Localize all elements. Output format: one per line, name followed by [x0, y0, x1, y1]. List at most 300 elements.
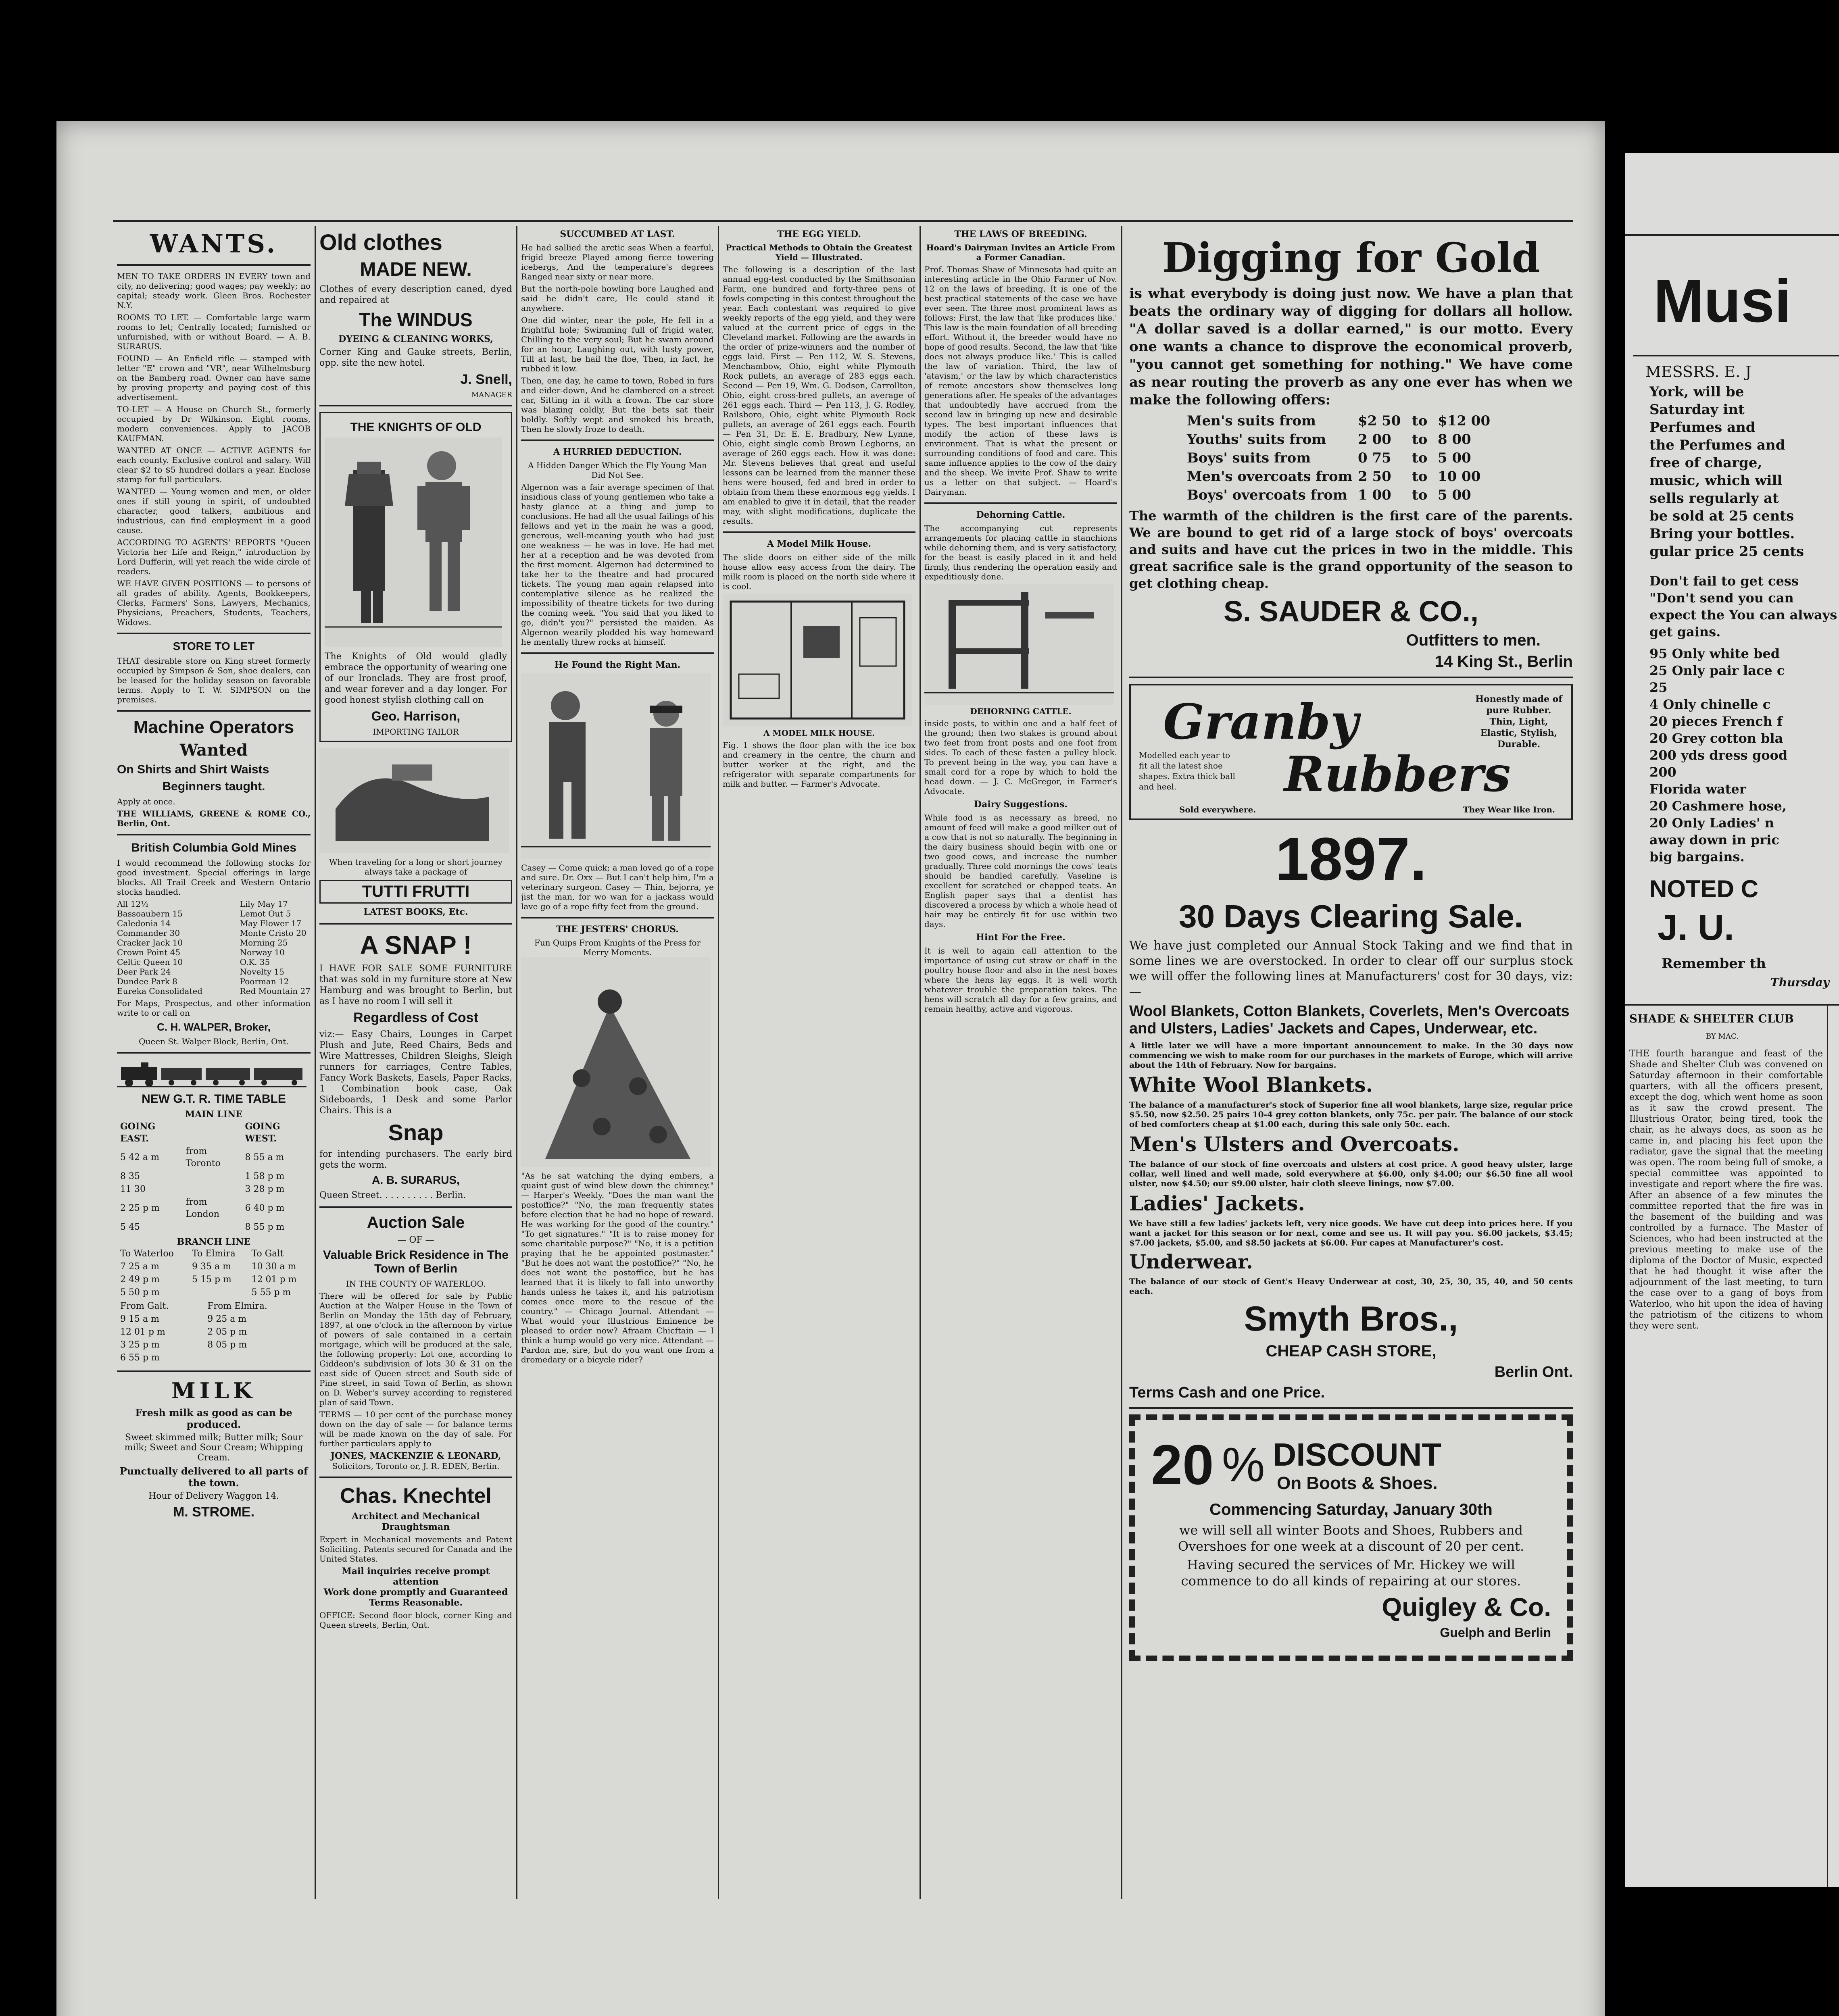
stock-item: Caledonia 14 — [117, 918, 171, 928]
tutti-sub: LATEST BOOKS, Etc. — [363, 907, 468, 917]
smyth-city: Berlin Ont. — [1494, 1364, 1573, 1381]
column-5 — [924, 226, 1117, 1899]
hurried-text: Algernon was a fair average specimen of that insidious class of young gentlemen who take a hasty glance at a thing and jump to conclusions. He had all the usual failings of his fellows and yet in the main he was a good, generous, well-meaning youth who had just one weakness — he was in love. He had met her at a reception and he was devoted from the first moment. Algernon had determined to take her to the theatre and had procured tickets. The young man again relapsed into contemplative silence as he realized the impossibility of theatre tickets for two during the coming week. "You said that you liked to go, didn't you?" persisted the maiden. As Algernon wearily plodded his way homeward he mentally threw rocks at himself. — [521, 482, 714, 647]
messrs-line: gular price 25 cents — [1649, 544, 1804, 560]
table-cell: $12 00 — [1438, 413, 1491, 429]
milk-line: Fresh milk as good as can be produced. — [135, 1407, 292, 1430]
table-cell — [190, 1287, 248, 1299]
column-rule — [315, 226, 316, 1899]
table-row — [118, 1170, 310, 1183]
table-cell: 6 40 p m — [245, 1203, 285, 1213]
table-cell: Boys' suits from — [1187, 450, 1311, 466]
machine-line: Beginners taught. — [162, 780, 265, 793]
auction-solicitors: JONES, MACKENZIE & LEONARD, — [330, 1451, 501, 1461]
knechtel-text: Expert in Mechanical movements and Patent Soliciting. Patents secured for Canada and the United States. — [319, 1535, 512, 1564]
ulsters-text: The balance of our stock of fine overcoats and ulsters at cost price. A good heavy ulster, large collar, well lined and well made, sold everywhere at $6.00, only $4.00; our $6.50 fine all wool ulster, now $4.50; our $9.00 ulster, hair cloth sleeve linings, now $7.00. — [1129, 1159, 1573, 1188]
free-text: It is well to again call attention to the importance of using cut straw or chaff in the poultry house floor and also in the nest boxes where the hens lay eggs. It is well worth whatever trouble the preparation takes. The hens will scratch all day for a few grains, and remain healthy, active and vigorous. — [924, 946, 1117, 1014]
messrs-line: Bring your bottles. — [1649, 526, 1795, 542]
divider — [1129, 677, 1573, 678]
table-cell: 5 42 a m — [120, 1152, 159, 1162]
remember-line: Remember th — [1662, 956, 1766, 972]
stock-item: Cracker Jack 10 — [117, 938, 183, 948]
table-cell: 5 00 — [1438, 487, 1471, 503]
stock-item: Crown Point 45 — [117, 948, 181, 957]
stock-item: Red Mountain 27 — [240, 986, 311, 996]
table-cell: to — [1412, 413, 1428, 429]
milk-line: Hour of Delivery Waggon 14. — [148, 1491, 279, 1501]
gtr-branch-table-2 — [117, 1300, 311, 1365]
messrs-line: music, which will — [1649, 473, 1783, 489]
adjacent-column-rule — [1827, 1004, 1828, 1887]
gtr-title: NEW G.T. R. TIME TABLE — [142, 1092, 286, 1106]
knechtel-work: Work done promptly and Guaranteed Terms Reasonable. — [323, 1587, 508, 1608]
granby-left-text: Modelled each year to fit all the latest shoe shapes. Extra thick ball and heel. — [1139, 750, 1235, 791]
milk-house-caption: A MODEL MILK HOUSE. — [763, 728, 875, 738]
messrs-line: York, will be — [1649, 384, 1744, 400]
fail-text: Don't fail to get cess "Don't send you can expect the You can always get gains. — [1649, 573, 1837, 639]
bc-contact: For Maps, Prospectus, and other information write to or call on — [117, 998, 311, 1018]
table-cell: 1 00 — [1358, 487, 1391, 503]
jesters-text: "As he sat watching the dying embers, a quaint gust of wind blew down the chimney." — Harper's Weekly. "Does the man want the postoffice?" "No, the man frequently states before election that he had no hope of reward. He was working for the good of the country." "To get signatures." "It is to raise money for some charitable purpose?" "No, it is a petition praying that he be appointed postmaster." "But he does not want the postoffice?" "No, he does not want the postoffice, but he has learned that it is likely to fall into unworthy hands unless he takes it, and his patriotism comes once more to the rescue of the country." — Chicago Journal. Attendant — What would your Illustrious Eminence be pleased to order now? Afraam Chicftain — I think a hump would go very nice. Attendant — Pardon me, sire, but do you want one from a dromedary or a bicycle rider? — [521, 1171, 714, 1364]
clothes-text: Clothes of every description caned, dyed and repaired at — [319, 284, 512, 305]
table-row — [118, 1120, 310, 1145]
bargain-item: 20 Cashmere hose, — [1649, 798, 1787, 814]
auction-sol-sub: Solicitors, Toronto or, J. R. EDEN, Berlin. — [332, 1461, 500, 1471]
classified-ad: WANTED — Young women and men, or older ones if still young in spirit, of undoubted character, good talkers, ambitious and industrious, can find employment in a good cause. — [117, 487, 311, 535]
old-clothes-heading: Old clothes — [319, 229, 442, 255]
poem-stanza: Then, one day, he came to town, Robed in furs and eider-down, And he clambered on a street car, Sitting in it with a frown. The car store was blazing coldly, But the bets sat their boldly. Softly wept and smoked his breath, Then he slowly froze to death. — [521, 376, 714, 434]
found-text: Casey — Come quick; a man loved go of a rope and sure. Dr. Oxx — But I can't help him, I'm a veterinary surgeon. Casey — Thin, bejorra, ye jist the man, for wo wan for a jackass would lave go of a rope fifty feet from the ground. — [521, 863, 714, 911]
snap-regardless: Regardless of Cost — [353, 1010, 478, 1025]
table-row — [118, 1300, 310, 1312]
table-cell — [183, 1170, 242, 1183]
divider — [319, 1206, 512, 1208]
discount-headline — [1151, 1432, 1551, 1497]
divider — [117, 710, 311, 712]
sauder-address: 14 King St., Berlin — [1435, 653, 1573, 671]
windus-name: The WINDUS — [359, 309, 473, 330]
column-rule — [1121, 226, 1122, 1899]
train-engraving — [117, 1059, 306, 1087]
bargain-item: 20 Grey cotton bla — [1649, 731, 1783, 746]
windus-manager: J. Snell, — [460, 372, 512, 387]
table-row — [118, 1339, 310, 1351]
clearing-intro: We have just completed our Annual Stock Taking and we find that in some lines we are overstocked. In order to clear off our surplus stock we will offer the following lines at Manufacturers' cost for 30 days, viz:— — [1129, 939, 1573, 999]
classified-ad: FOUND — An Enfield rifle — stamped with letter "E" crown and "VR", near Wilhelmsburg on the Bamberg road. Owner can have same by proving property and paying cost of this advertisement. — [117, 354, 311, 402]
table-cell: Men's suits from — [1187, 413, 1316, 429]
column-6-ads — [1129, 226, 1573, 1899]
messrs-line: be sold at 25 cents — [1649, 508, 1794, 524]
sauder-name: S. SAUDER & CO., — [1223, 596, 1479, 628]
egg-heading: THE EGG YIELD. — [777, 229, 861, 240]
classified-ad: WE HAVE GIVEN POSITIONS — to persons of all grades of ability. Agents, Bookkeepers, Clerks, Farmers' Sons, Lawyers, Mechanics, Physicians, Preachers, Students, Teachers, Widows. — [117, 579, 311, 627]
knechtel-sub: Architect and Mechanical Draughtsman — [352, 1511, 480, 1532]
divider — [117, 1370, 311, 1372]
windus-manager-title: MANAGER — [471, 391, 512, 399]
stock-item: Lemot Out 5 — [240, 909, 291, 918]
discount-percent: 20 — [1151, 1433, 1214, 1496]
messrs-line: Perfumes and — [1649, 419, 1756, 435]
divider — [117, 633, 311, 634]
poem-stanza: He had sallied the arctic seas When a fearful, frigid breeze Played among fierce towering icebergs, And the temperature's degrees Ranged near sixty or near more. — [521, 243, 714, 281]
breeding-text: Prof. Thomas Shaw of Minnesota had quite an interesting article in the Ohio Farmer of Nov. 12 on the laws of breeding. It is one of the best practical statements of the case we have ever seen. The three most prominent laws as follows: First, the law that 'like produces like.' This law is the main foundation of all breeding effort. Without it, the breeder would have no hope of good results. Second, the law that 'like does not always produce like.' This is called the law of variation. Third, the law of 'atavism,' or the law by which characteristics of remote ancestors show themselves long generations after. He speaks of the advantages that undoubtedly have accrued from the second law in bringing up new and desirable types. The best important influences that modify the action of these laws is environment. That is what the present or surrounding conditions of food and care. This same influence applies to the cow of the dairy and the sheep. We invite Prof. Shaw to write us a letter on that subject. — Hoard's Dairyman. — [924, 264, 1117, 497]
table-cell: 10 00 — [1438, 469, 1481, 485]
bc-address: Queen St. Walper Block, Berlin, Ont. — [139, 1037, 289, 1046]
bargain-item: 200 yds dress good — [1649, 748, 1788, 763]
auction-county: IN THE COUNTY OF WATERLOO. — [346, 1279, 486, 1289]
table-cell: 5 15 p m — [192, 1275, 231, 1285]
stock-item: Lily May 17 — [240, 899, 288, 909]
knights-ad — [319, 412, 512, 742]
table-cell: 9 25 a m — [207, 1314, 247, 1324]
discount-text-2: Having secured the services of Mr. Hickey we will commence to do all kinds of repairing at our stores. — [1181, 1557, 1521, 1589]
blankets-text: The balance of a manufacturer's stock of Superior fine all wool blankets, large size, regular price $5.50, now $2.50. 25 pairs 10-4 grey cotton blankets, only 75c. per pair. The balance of our stock of bed comforters cheap at $1.00 each, during this sale only 50c. each. — [1129, 1100, 1573, 1129]
table-row — [118, 1287, 310, 1299]
column-rule — [920, 226, 921, 1899]
machine-apply: Apply at once. — [117, 797, 175, 806]
granby-rubbers-ad — [1129, 684, 1573, 820]
year-heading: 1897. — [1275, 825, 1427, 893]
auction-terms: TERMS — 10 per cent of the purchase money down on the day of sale — for balance terms will be made known on the day of sale. For further particulars apply to — [319, 1410, 512, 1448]
tutti-name: TUTTI FRUTTI — [319, 880, 512, 904]
club-text: THE fourth harangue and feast of the Shade and Shelter Club was convened on Saturday afternoon in their comfortable quarters, with all the officers present, except the dog, which went home as soon as it saw the crowd present. The Illustrious Orator, being tired, took the chair, as he always does, as soon as he came in, and placing his feet upon the radiator, gave the signal that the meeting was open. The room being full of smoke, a special committee was appointed to investigate and report where the fire was. After an absence of a few minutes the committee reported that the fire was in the basement of the building and was controlled by a furnace. The Master of Sciences, who had been instructed at the previous meeting to make use of the diploma of the Doctor of Music, expected that he had thought it wise after the adjournment of the last meeting, to turn the case over to a gang of boys from Waterloo, who hit upon the idea of having the patriotism of the citizens to whom they were sent. — [1629, 1049, 1823, 1331]
auction-sub: Valuable Brick Residence in The Town of Berlin — [323, 1248, 509, 1275]
table-cell: 6 55 p m — [120, 1353, 160, 1363]
knight-armor-illustration — [325, 437, 502, 647]
stock-item: Dundee Park 8 — [117, 977, 177, 986]
stock-item: All 12½ — [117, 899, 149, 909]
stock-item: May Flower 17 — [240, 918, 302, 928]
table-row — [1186, 412, 1491, 430]
smyth-terms: Terms Cash and one Price. — [1129, 1384, 1325, 1401]
wants-list — [117, 271, 311, 627]
table-cell: 7 25 a m — [120, 1262, 159, 1272]
breeding-heading: THE LAWS OF BREEDING. — [954, 229, 1087, 240]
cartoon-illustration — [521, 673, 711, 859]
clearing-heading: 30 Days Clearing Sale. — [1179, 898, 1523, 934]
snap-street: Queen Street. . . . . . . . . . Berlin. — [319, 1190, 466, 1200]
dehorning-caption: DEHORNING CATTLE. — [970, 706, 1072, 716]
jackets-heading: Ladies' Jackets. — [1129, 1191, 1305, 1215]
breeding-sub: Hoard's Dairyman Invites an Article From a Former Canadian. — [926, 243, 1115, 262]
divider — [319, 405, 512, 406]
jesters-sub: Fun Quips From Knights of the Press for Merry Moments. — [534, 938, 701, 957]
harrison-name: Geo. Harrison, — [371, 709, 461, 723]
bc-broker: C. H. WALPER, Broker, — [157, 1021, 271, 1033]
bargain-item: Florida water — [1649, 781, 1746, 797]
divider — [319, 923, 512, 925]
table-cell: to — [1412, 431, 1428, 448]
divider — [117, 264, 311, 266]
clearing-lines: Wool Blankets, Cotton Blankets, Coverlets, Men's Overcoats and Ulsters, Ladies' Jackets and Capes, Underwear, etc. — [1129, 1003, 1570, 1037]
adjacent-top-rule — [1625, 234, 1839, 236]
smyth-sub: CHEAP CASH STORE, — [1266, 1342, 1437, 1360]
knechtel-heading: Chas. Knechtel — [340, 1484, 492, 1508]
divider — [319, 1477, 512, 1478]
dehorning-heading: Dehorning Cattle. — [976, 510, 1065, 520]
table-cell: 11 30 — [120, 1184, 146, 1194]
table-row — [1186, 431, 1491, 448]
music-heading: Musi — [1653, 267, 1791, 335]
hurried-heading: A HURRIED DEDUCTION. — [553, 447, 682, 457]
messrs-lines — [1649, 383, 1804, 560]
sauder-sub: Outfitters to men. — [1406, 631, 1541, 649]
table-cell: 10 30 a m — [251, 1262, 296, 1272]
egg-sub: Practical Methods to Obtain the Greatest Yield — Illustrated. — [726, 243, 913, 262]
discount-sub: On Boots & Shoes. — [1277, 1473, 1438, 1493]
dairy-text: While food is as necessary as breed, no amount of feed will make a good milker out of a cow that is not so naturally. The beginning in the dairy business should begin with one or two good cows, and increase the number gradually. Three cold mornings the cows' teats should be handled carefully. Vaseline is excellent for scratched or chapped teats. An English paper says that a dentist has discovered a process by which a whole head of hair may be entirely fit for use within two days. — [924, 813, 1117, 929]
table-cell: to — [1412, 487, 1428, 503]
stock-item: Commander 30 — [117, 928, 180, 938]
column-4 — [723, 226, 915, 1899]
jesters-illustration — [521, 957, 711, 1167]
divider — [117, 1052, 311, 1054]
granby-word-2: Rubbers — [1284, 746, 1511, 803]
table-cell: 2 49 p m — [120, 1275, 160, 1285]
milk-name: M. STROME. — [173, 1504, 255, 1520]
bc-mines-heading: British Columbia Gold Mines — [131, 841, 297, 854]
auction-text: There will be offered for sale by Public Auction at the Walper House in the Town of Berlin on Monday the 15th day of February, 1897, at one o'clock in the afternoon by virtue of powers of sale contained in a certain mortgage, which will be produced at the sale, the following property: Lot one, according to Giddeon's subdivision of lots 30 & 31 on the east side of Queen street and South side of Pine street, in said Town of Berlin, as shown on D. Weber's survey according to registered plan of said Town. — [319, 1291, 512, 1407]
knights-text: The Knights of Old would gladly embrace the opportunity of wearing one of our Ironclads. They are frost proof, and wear forever and a day longer. For good honest stylish clothing call on — [325, 652, 507, 705]
snap-list: viz:— Easy Chairs, Lounges in Carpet Plush and Jute, Reed Chairs, Beds and Wire Mattresses, Children Sleighs, Sleigh runners for carriages, Centre Tables, Fancy Work Baskets, Easels, Paper Racks, 1 Combination book case, Oak Sideboards, 1 Desk and some Parlor Chairs. This is a — [319, 1029, 512, 1116]
table-cell: 3 25 p m — [120, 1340, 160, 1350]
store-to-let-heading: STORE TO LET — [173, 640, 255, 652]
gtr-branch-line: BRANCH LINE — [177, 1237, 251, 1247]
table-cell: 2 50 — [1358, 469, 1391, 485]
milk-house-heading: A Model Milk House. — [767, 539, 872, 549]
jackets-text: We have still a few ladies' jackets left, very nice goods. We have cut deep into prices here. If you want a jacket for this season or for next, come and see us. It will pay you. $6.00 jackets, $3.45; $7.00 jackets, $5.00, and $8.50 jackets at $6.00. Fur capes at Manufacturer's cost. — [1129, 1218, 1573, 1248]
stock-list-right — [240, 899, 311, 996]
stock-item: Bassoaubern 15 — [117, 909, 183, 918]
table-cell — [183, 1221, 242, 1233]
gtr-main-table — [117, 1120, 311, 1234]
milk-heading: MILK — [171, 1378, 256, 1404]
table-cell: 8 55 a m — [245, 1152, 284, 1162]
made-new-heading: MADE NEW. — [360, 259, 472, 280]
stock-list — [117, 899, 311, 996]
classified-ad: MEN TO TAKE ORDERS IN EVERY town and city, no delivering; good wages; pay weekly; no capital; steady work. Gleen Bros. Rochester N.Y. — [117, 271, 311, 310]
stock-list-left — [117, 899, 202, 996]
store-to-let-text: THAT desirable store on King street formerly occupied by Simpson & Son, shoe dealers, can be leased for the holiday season on favorable terms. Apply to T. W. SIMPSON on the premises. — [117, 656, 311, 704]
adjacent-rule — [1633, 355, 1839, 356]
smyth-name: Smyth Bros., — [1244, 1300, 1458, 1338]
classified-ad: ROOMS TO LET. — Comfortable large warm rooms to let; Centrally located; furnished or unfurnished, with or without Board. — A. B. SURARUS. — [117, 312, 311, 351]
classified-ad: ACCORDING TO AGENTS' REPORTS "Queen Victoria her Life and Reign," introduction by Lord Dufferin, will yet reach the wide circle of readers. — [117, 537, 311, 576]
milk-house-floorplan — [723, 594, 912, 727]
classified-ad: TO-LET — A House on Church St., formerly occupied by Dr Wilkinson. Eight rooms, modern conveniences. Apply to JACOB KAUFMAN. — [117, 404, 311, 443]
table-row — [1186, 449, 1491, 467]
table-cell: Boys' overcoats from — [1187, 487, 1347, 503]
underwear-heading: Underwear. — [1129, 1251, 1253, 1273]
table-row — [118, 1313, 310, 1325]
egg-text: The following is a description of the last annual egg-test conducted by the Smithsonian Farm, one hundred and forty-three pens of fowls competing in this contest throughout the year. Each contestant was required to give weekly reports of the egg yield, and they were valued at the current price of eggs in the Cleveland market. Following are the awards in the order of prize-winners and the number of eggs laid. First — Pen 112, W. S. Stevens, Menchambow, Ohio, eight white Plymouth Rock pullets, an average of 283 eggs each. Second — Pen 19, Wm. G. Dodson, Carrollton, Ohio, eight cross-bred pullets, an average of 261 eggs each. Third — Pen 113, J. G. Rodley, Railsboro, Ohio, eight white Plymouth Rock pullets, an average of 261 eggs each. Fourth — Pen 31, Dr. E. E. Bradbury, New Lynne, Ohio, eight single comb Brown Leghorns, an average of 260 eggs each. How it was done: Mr. Stevens believes that great and useful lessons can be learned from the manner these hens were housed, fed and bred in order to obtain from them these enormous egg yields. I am enabled to give it in detail, that the reader may, with slight modifications, duplicate the results. — [723, 264, 915, 526]
stock-item: Norway 10 — [240, 948, 285, 957]
gold-footer: The warmth of the children is the first care of the parents. We are bound to get rid of a large stock of boys' overcoats and suits and have cut the prices in two in the middle. This great sacrifice sale is the grand opportunity of the season to get clothing cheap. — [1129, 508, 1573, 591]
snap-footer: for intending purchasers. The early bird gets the worm. — [319, 1149, 512, 1170]
column-rule — [516, 226, 517, 1899]
knechtel-mail: Mail inquiries receive prompt attention — [342, 1566, 490, 1587]
table-cell: 12 01 p m — [251, 1275, 297, 1285]
granby-right-text: Honestly made of pure Rubber. Thin, Light, Elastic, Stylish, Durable. — [1475, 694, 1562, 750]
bargain-item: away down in pric — [1649, 832, 1779, 848]
table-cell: 9 35 a m — [192, 1262, 231, 1272]
granby-wear: They Wear like Iron. — [1463, 805, 1555, 814]
table-header: GOING EAST. — [120, 1121, 156, 1144]
divider — [1129, 1407, 1573, 1409]
table-header: To Elmira — [192, 1249, 236, 1259]
knights-heading: THE KNIGHTS OF OLD — [350, 421, 482, 434]
bargain-item: 4 Only chinelle c — [1649, 697, 1771, 712]
table-header: GOING WEST. — [245, 1121, 280, 1144]
milk-house-text: The slide doors on either side of the milk house allow easy access from the dairy. The milk room is placed on the north side where it is cool. — [723, 552, 915, 591]
tutti-caption: When traveling for a long or short journey always take a package of — [329, 857, 502, 877]
divider — [521, 439, 714, 441]
stock-item: Deer Park 24 — [117, 967, 171, 977]
noted-heading: NOTED C — [1649, 875, 1758, 902]
table-cell: Men's overcoats from — [1187, 469, 1353, 485]
divider — [521, 917, 714, 918]
table-cell: 0 75 — [1358, 450, 1391, 466]
table-cell: 5 50 p m — [120, 1287, 160, 1297]
stock-item: O.K. 35 — [240, 957, 270, 967]
bargain-item: 20 pieces French f — [1649, 714, 1783, 729]
table-cell: 9 15 a m — [120, 1314, 159, 1324]
messrs-line: sells regularly at — [1649, 490, 1779, 506]
divider — [723, 531, 915, 533]
machine-firm: THE WILLIAMS, GREENE & ROME CO., Berlin, Ont. — [117, 809, 311, 828]
milk-line: Sweet skimmed milk; Butter milk; Sour milk; Sweet and Sour Cream; Whipping Cream. — [124, 1433, 303, 1463]
poem-stanza: One did winter, near the pole, He fell in a frightful hole; Swimming full of frigid water, Chilling to the very soul; But he swam around for an hour, Laughing out, with lusty power, Till at last, he hail the floe, Then, in fact, he rubbed it low. — [521, 315, 714, 373]
table-row — [118, 1221, 310, 1233]
table-cell: to — [1412, 450, 1428, 466]
adjacent-page — [1625, 153, 1839, 1887]
table-cell: 8 55 p m — [245, 1222, 285, 1232]
snap-word: Snap — [388, 1120, 444, 1145]
snap-signed: A. B. SURARUS, — [372, 1174, 460, 1186]
bargain-item: big bargains. — [1649, 849, 1745, 864]
windus-address: Corner King and Gauke streets, Berlin, opp. site the new hotel. — [319, 347, 512, 368]
table-cell: to — [1412, 469, 1428, 485]
machine-wanted: Wanted — [179, 741, 248, 760]
jesters-heading: THE JESTERS' CHORUS. — [556, 924, 679, 935]
discount-text: we will sell all winter Boots and Shoes, Rubbers and Overshoes for one week at a discount of 20 per cent. — [1178, 1522, 1524, 1554]
table-header: To Waterloo — [120, 1249, 174, 1259]
discount-word: DISCOUNT — [1273, 1437, 1442, 1472]
granby-sold: Sold everywhere. — [1179, 805, 1256, 814]
messrs-line: Saturday int — [1649, 402, 1745, 418]
table-header: From Elmira. — [207, 1301, 267, 1311]
divider — [117, 834, 311, 835]
hand-grip-illustration — [319, 748, 509, 853]
table-cell: 12 01 p m — [120, 1327, 165, 1337]
stock-item: Celtic Queen 10 — [117, 957, 183, 967]
discount-start: Commencing Saturday, January 30th — [1209, 1501, 1493, 1518]
poem-stanza: But the north-pole howling bore Laughed and said he didn't care, He could stand it anywhere. — [521, 284, 714, 313]
bargain-item: 25 — [1649, 680, 1668, 695]
tutti-frutti-ad — [319, 748, 512, 917]
table-cell — [183, 1183, 242, 1195]
bargain-item: 200 — [1649, 764, 1676, 780]
bargain-item: 25 Only pair lace c — [1649, 663, 1785, 678]
ju-heading: J. U. — [1658, 908, 1735, 948]
quigley-city: Guelph and Berlin — [1440, 1625, 1551, 1640]
dehorning-text-2: inside posts, to within one and a half feet of the ground; then two stakes is ground about two feet from front posts and one foot from sides. To each of these fasten a pulley block. To prevent being in the way, you can have a small cord for a rope by which to hold the head down. — J. C. McGregor, in Farmer's Advocate. — [924, 719, 1117, 796]
stock-item: Novelty 15 — [240, 967, 284, 977]
poem-heading: SUCCUMBED AT LAST. — [560, 229, 675, 240]
table-header: To Galt — [251, 1249, 284, 1259]
classified-ad: WANTED AT ONCE — ACTIVE AGENTS for each county. Exclusive control and salary. Will clear $2 to $5 hundred dollars a year. Enclose stamp for full particulars. — [117, 446, 311, 484]
messrs-line: free of charge, — [1649, 455, 1762, 471]
stock-item: Poorman 12 — [240, 977, 289, 986]
windus-sub: DYEING & CLEANING WORKS, — [338, 334, 493, 344]
blankets-heading: White Wool Blankets. — [1129, 1073, 1373, 1097]
discount-ad — [1129, 1414, 1573, 1661]
newspaper-page — [56, 121, 1605, 2016]
found-heading: He Found the Right Man. — [554, 660, 681, 670]
table-cell: from Toronto — [186, 1146, 221, 1168]
messrs-line: the Perfumes and — [1649, 437, 1785, 453]
stock-item: Monte Cristo 20 — [240, 928, 306, 938]
table-cell: 5 55 p m — [251, 1287, 291, 1297]
table-row — [1186, 468, 1491, 485]
table-row — [118, 1248, 310, 1260]
table-cell — [205, 1352, 310, 1364]
auction-heading: Auction Sale — [367, 1214, 465, 1231]
bargain-item: 95 Only white bed — [1649, 646, 1780, 661]
table-cell: 8 35 — [120, 1171, 140, 1181]
table-row — [118, 1183, 310, 1195]
bc-intro: I would recommend the following stocks for good investment. Special offerings in large blocks. All Trail Creek and Western Ontario stocks handled. — [117, 858, 311, 897]
ulsters-heading: Men's Ulsters and Overcoats. — [1129, 1132, 1460, 1156]
gtr-main-line: MAIN LINE — [185, 1109, 243, 1120]
clearing-note: A little later we will have a more important announcement to make. In the 30 days now commencing we wish to make room for our purchases in the markets of Europe, which will arrive about the 14th of February. Now for bargains. — [1129, 1041, 1573, 1070]
top-rule — [113, 220, 1573, 222]
table-cell: 5 45 — [120, 1222, 140, 1232]
table-cell: 2 00 — [1358, 431, 1391, 448]
column-2 — [319, 226, 512, 1899]
dehorning-text: The accompanying cut represents arrangements for placing cattle in stanchions while dehorning them, and is very satisfactory, for the beast is easily placed in it and held firmly, thus rendering the operation easily and expeditiously done. — [924, 523, 1117, 581]
table-cell: 3 28 p m — [245, 1184, 285, 1194]
table-cell: 1 58 p m — [245, 1171, 285, 1181]
granby-word-1: Granby — [1163, 694, 1359, 750]
harrison-title: IMPORTING TAILOR — [373, 727, 459, 737]
dairy-heading: Dairy Suggestions. — [974, 799, 1068, 810]
club-heading: SHADE & SHELTER CLUB — [1629, 1012, 1794, 1025]
quigley-name: Quigley & Co. — [1382, 1593, 1551, 1622]
milk-line: Punctually delivered to all parts of the town. — [119, 1465, 308, 1489]
gold-offers-table — [1186, 411, 1491, 505]
table-cell: $2 50 — [1358, 413, 1401, 429]
table-cell: Youths' suits from — [1187, 431, 1326, 448]
adjacent-rule — [1625, 1004, 1839, 1006]
hurried-sub: A Hidden Danger Which the Fly Young Man Did Not See. — [528, 460, 707, 480]
wants-heading: WANTS. — [150, 229, 278, 258]
table-row — [118, 1261, 310, 1273]
table-row — [118, 1352, 310, 1364]
table-row — [118, 1274, 310, 1286]
snap-text: I HAVE FOR SALE SOME FURNITURE that was sold in my furniture store at New Hamburg and was brought to Berlin, but as I have no room I will sell it — [319, 964, 512, 1006]
table-cell: from London — [186, 1197, 220, 1219]
column-rule — [718, 226, 719, 1899]
divider — [521, 652, 714, 654]
divider — [924, 502, 1117, 504]
dehorning-illustration — [924, 584, 1114, 705]
auction-of: — OF — — [397, 1235, 434, 1245]
stock-item: Morning 25 — [240, 938, 288, 948]
milk-house-text-2: Fig. 1 shows the floor plan with the ice box and creamery in the centre, the churn and butter worker at the right, and the refrigerator with separate compartments for milk and butter. — Farmer's Advocate. — [723, 740, 915, 789]
table-row — [118, 1196, 310, 1220]
table-row — [118, 1145, 310, 1170]
